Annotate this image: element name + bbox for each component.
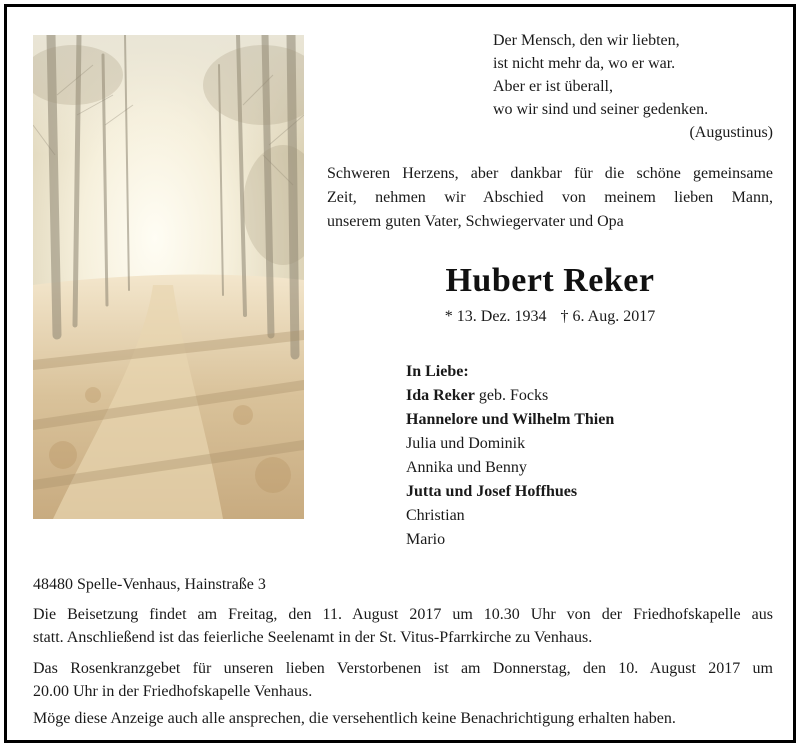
- life-dates: [327, 305, 773, 329]
- poem-line: wo wir sind und seiner gedenken.: [493, 101, 709, 118]
- intro-text: [327, 162, 773, 234]
- death-date: † 6. Aug. 2017: [560, 308, 656, 325]
- intro-line: Schweren Herzens, aber dankbar für die schöne gemeinsame: [327, 165, 773, 182]
- obituary-frame: [4, 4, 796, 743]
- closing-note: [33, 707, 773, 730]
- poem-line: Der Mensch, den wir liebten,: [493, 32, 680, 49]
- forest-path-photo: [33, 35, 304, 519]
- widow-name: Ida Reker: [406, 387, 475, 404]
- funeral-line: Die Beisetzung findet am Freitag, den 11. August 2017 um 10.30 Uhr von der Friedhofskapelle aus: [33, 606, 773, 623]
- rosary-line: Das Rosenkranzgebet für unseren lieben Verstorbenen ist am Donnerstag, den 10. August 2017 um: [33, 660, 773, 677]
- family-entry-widow: [406, 384, 766, 408]
- rosary-notice: [33, 657, 773, 703]
- poem-source: (Augustinus): [689, 124, 773, 141]
- family-address: 48480 Spelle-Venhaus, Hainstraße 3: [33, 576, 266, 593]
- family-entry-grandchildren: Annika und Benny: [406, 459, 527, 476]
- funeral-line: statt. Anschließend ist das feierliche Seelenamt in der St. Vitus-Pfarrkirche zu Venhaus.: [33, 629, 593, 646]
- birth-date: * 13. Dez. 1934: [444, 308, 547, 325]
- forest-path-image: [33, 35, 304, 519]
- family-list: [406, 360, 766, 552]
- family-entry-couple: Jutta und Josef Hoffhues: [406, 483, 578, 500]
- poem-line: ist nicht mehr da, wo er war.: [493, 55, 676, 72]
- widow-maiden-name: geb. Focks: [474, 387, 549, 404]
- family-entry-grandchildren: Julia und Dominik: [406, 435, 526, 452]
- closing-line: Möge diese Anzeige auch alle ansprechen, die versehentlich keine Benachrichtigung erhalten haben.: [33, 710, 676, 727]
- family-entry-couple: Hannelore und Wilhelm Thien: [406, 411, 615, 428]
- intro-line: Zeit, nehmen wir Abschied von meinem lieben Mann,: [327, 189, 773, 206]
- rosary-line: 20.00 Uhr in der Friedhofskapelle Venhaus.: [33, 683, 313, 700]
- family-entry-grandchild: Christian: [406, 507, 465, 524]
- intro-line: unserem guten Vater, Schwiegervater und Opa: [327, 213, 624, 230]
- deceased-name: Hubert Reker: [445, 262, 655, 299]
- family-entry-grandchild: Mario: [406, 531, 446, 548]
- memorial-poem: [493, 29, 773, 144]
- family-heading: In Liebe:: [406, 363, 469, 380]
- poem-line: Aber er ist überall,: [493, 78, 613, 95]
- funeral-notice: [33, 603, 773, 649]
